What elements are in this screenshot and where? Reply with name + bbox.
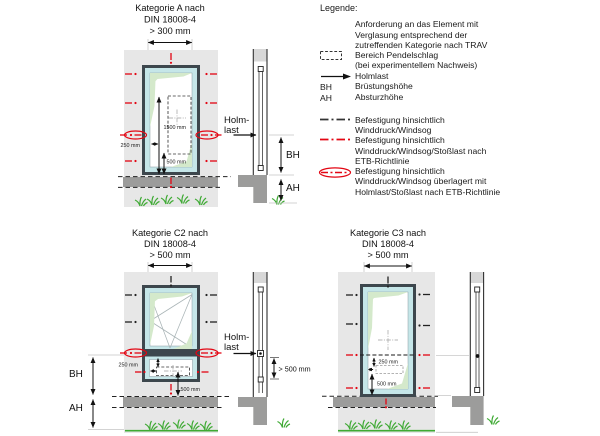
floor-slab-c3 xyxy=(322,396,438,407)
diagram-c2-title-line2: DIN 18008-4 xyxy=(143,239,197,249)
section-slab-c2 xyxy=(238,397,267,425)
fixing-bottom-c3 xyxy=(475,388,480,393)
bh-label-c2: BH xyxy=(69,369,83,380)
dimension-500mm-label: 500 mm xyxy=(180,387,200,393)
holmlast-point-c2 xyxy=(259,352,262,355)
legend-text: Bereich Pendelschlag xyxy=(355,50,439,61)
diagram-kategorie-c3 xyxy=(300,225,562,436)
diagram-kategorie-a xyxy=(60,0,310,220)
legend-item-holmlast xyxy=(320,71,582,81)
diagram-c3-title xyxy=(350,228,426,260)
legend-text: ETB-Richtlinie xyxy=(355,155,410,166)
legend-text: Winddruck/Windsog/Stoßlast nach xyxy=(355,145,487,156)
ah-label-c2: AH xyxy=(69,403,83,414)
legend-item-wind-holm-fastening xyxy=(320,166,582,197)
legend-text: Absturzhöhe xyxy=(355,92,404,103)
legend-text: Verglasung entsprechend der xyxy=(355,29,468,40)
legend-text: Anforderung an das Element mit xyxy=(355,19,479,30)
glazing-element-c3 xyxy=(360,284,416,397)
lower-panel-glass-c2 xyxy=(150,360,193,377)
holmlast-label-line2: last xyxy=(224,342,239,353)
holmlast-label-line1: Holm- xyxy=(224,115,250,126)
legend xyxy=(320,3,582,197)
legend-text: zutreffenden Kategorie nach TRAV xyxy=(355,39,488,50)
fixing-top-c3 xyxy=(475,287,480,292)
legend-item-glazing-requirement xyxy=(320,19,582,50)
dimension-250mm-label: 250 mm xyxy=(378,359,398,366)
dashed-box-icon xyxy=(320,50,355,61)
ah-label-a: AH xyxy=(286,183,300,194)
glass-pane-a xyxy=(150,73,192,167)
section-view-a xyxy=(224,49,300,203)
transom-c2 xyxy=(145,349,197,357)
legend-text: Befestigung hinsichtlich xyxy=(355,114,445,125)
holmlast-label-line2: last xyxy=(224,125,239,136)
diagram-c3-title-line2: DIN 18008-4 xyxy=(361,239,415,249)
legend-text: (bei experimentellem Nachweis) xyxy=(355,60,478,71)
glazing-element-a xyxy=(142,65,200,175)
section-slab-c3 xyxy=(452,396,484,425)
floor-slab-a xyxy=(118,177,231,188)
legend-text: Befestigung hinsichtlich xyxy=(355,135,445,146)
ah-abbreviation: AH xyxy=(320,93,332,104)
glazing-requirement-swatch xyxy=(320,19,355,20)
section-slab-a xyxy=(238,175,267,203)
diagram-a-title xyxy=(135,3,204,36)
diagram-c2-title-line1: Kategorie C2 nach xyxy=(131,228,209,238)
dashdot-red-circled-icon xyxy=(320,166,355,178)
floor-slab-c2 xyxy=(112,397,231,408)
bh-label-a: BH xyxy=(286,150,300,161)
diagram-kategorie-c2 xyxy=(60,225,322,436)
bh-ah-dimensions-c2 xyxy=(69,355,124,430)
legend-text: Winddruck/Windsog xyxy=(355,124,432,135)
diagram-a-title-line2: DIN 18008-4 xyxy=(143,14,197,25)
holmlast-label-line1: Holm- xyxy=(224,332,250,343)
section-view-c2 xyxy=(224,272,311,425)
dashdot-black-icon xyxy=(320,115,355,123)
bh-dimension-a xyxy=(281,138,300,173)
legend-text: Befestigung hinsichtlich xyxy=(355,166,445,177)
holmlast-arrow-a xyxy=(224,115,256,136)
holm-height-dim-label: > 500 mm xyxy=(278,364,311,374)
fixing-top-a xyxy=(258,67,263,72)
bh-abbreviation: BH xyxy=(320,82,332,93)
holmlast-point-c3 xyxy=(476,354,480,358)
glazing-element-c2 xyxy=(142,285,200,382)
dimension-250mm-label: 250 mm xyxy=(118,362,138,369)
diagram-c3-width-dim-label: > 500 mm xyxy=(367,250,409,260)
dimension-500mm-label: 500 mm xyxy=(377,381,397,388)
holmlast-arrow-icon xyxy=(320,71,355,81)
dimension-250mm-label: 250 mm xyxy=(120,143,140,149)
diagram-c2-title xyxy=(132,228,208,260)
wall-block-c2 xyxy=(254,272,267,283)
diagram-c2-width-dim-label: > 500 mm xyxy=(149,250,191,260)
ah-dimension-a xyxy=(281,180,300,201)
diagram-c3-title-line1: Kategorie C3 nach xyxy=(349,228,427,238)
holmlast-arrow-c2 xyxy=(224,332,256,354)
dimension-500mm-label: 500 mm xyxy=(166,159,186,166)
legend-item-pendulum xyxy=(320,50,582,71)
sash-glass-c2 xyxy=(150,293,192,346)
legend-item-wind-impact-fastening xyxy=(320,135,582,166)
diagram-a-width-dim-label: > 300 mm xyxy=(149,26,191,36)
legend-item-wind-fastening xyxy=(320,115,582,136)
fixing-bottom-a xyxy=(258,166,263,171)
legend-text: Brüstungshöhe xyxy=(355,81,413,92)
legend-item-ah xyxy=(320,92,582,103)
legend-text: Holmlast xyxy=(355,70,389,81)
dimension-1500mm-label: 1500 mm xyxy=(163,125,186,131)
legend-item-bh xyxy=(320,81,582,92)
wall-block-a xyxy=(254,49,267,62)
legend-title: Legende: xyxy=(320,3,358,13)
fixing-top-c2 xyxy=(258,287,263,292)
fixing-bottom-c2 xyxy=(258,377,263,382)
section-view-c3 xyxy=(436,272,484,432)
dashdot-red-icon xyxy=(320,135,355,143)
legend-text: Holmlast/Stoßlast nach ETB-Richtlinie xyxy=(355,186,501,197)
legend-text: Winddruck/Windsog überlagert mit xyxy=(355,176,487,187)
wall-block-c3 xyxy=(471,272,484,283)
diagram-a-title-line1: Kategorie A nach xyxy=(135,3,205,13)
